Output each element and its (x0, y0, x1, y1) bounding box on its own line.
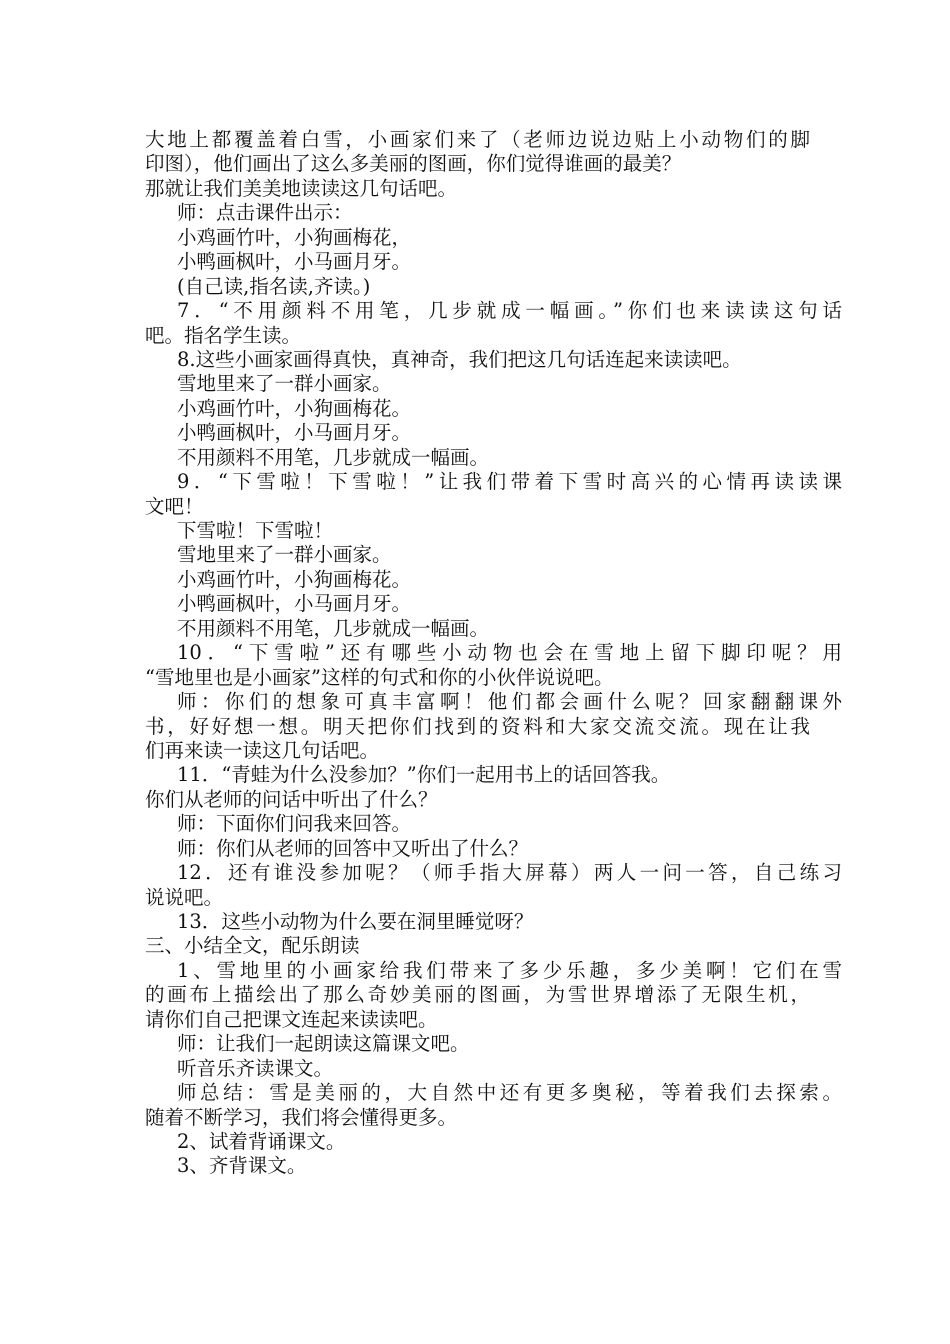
text-line: 1、雪地里的小画家给我们带来了多少乐趣，多少美啊！它们在雪 (177, 958, 842, 982)
text-line: 12．还有谁没参加呢？（师手指大屏幕）两人一问一答，自己练习 (177, 861, 842, 885)
text-line: 8.这些小画家画得真快，真神奇，我们把这几句话连起来读读吧。 (177, 347, 742, 371)
text-line: 小鸡画竹叶，小狗画梅花。 (177, 567, 412, 591)
text-line: 随着不断学习，我们将会懂得更多。 (145, 1105, 458, 1129)
text-line: 师：你们的想象可真丰富啊！他们都会画什么呢？回家翻翻课外 (177, 690, 842, 714)
text-line: 们再来读一读这几句话吧。 (145, 738, 380, 762)
text-line: 小鸭画枫叶，小马画月牙。 (177, 421, 412, 445)
text-line: 小鸡画竹叶，小狗画梅花， (177, 225, 412, 249)
text-line: 印图），他们画出了这么多美丽的图画，你们觉得谁画的最美？ (145, 152, 682, 176)
text-line: 书，好好想一想。明天把你们找到的资料和大家交流交流。现在让我 (145, 714, 810, 738)
text-line: 三、小结全文，配乐朗读 (145, 934, 360, 958)
text-line: 大地上都覆盖着白雪，小画家们来了（老师边说边贴上小动物们的脚 (145, 128, 810, 151)
text-line: 师：下面你们问我来回答。 (177, 812, 412, 836)
text-line: “雪地里也是小画家”这样的句式和你的小伙伴说说吧。 (145, 665, 614, 689)
text-line: 不用颜料不用笔，几步就成一幅画。 (177, 445, 490, 469)
text-line: 10．“下雪啦”还有哪些小动物也会在雪地上留下脚印呢？用 (177, 641, 842, 665)
text-line: 那就让我们美美地读读这几句话吧。 (145, 176, 458, 200)
text-line: 小鸭画枫叶，小马画月牙。 (177, 592, 412, 616)
text-line: 师总结：雪是美丽的，大自然中还有更多奥秘，等着我们去探索。 (177, 1081, 842, 1105)
text-line: 师：你们从老师的回答中又听出了什么？ (177, 836, 529, 860)
text-line: 11．“青蛙为什么没参加？”你们一起用书上的话回答我。 (177, 763, 671, 787)
text-line: 你们从老师的问话中听出了什么？ (145, 787, 438, 811)
text-line: 2、试着背诵课文。 (177, 1129, 346, 1153)
text-line: 文吧！ (145, 494, 204, 518)
text-line: (自己读,指名读,齐读。) (177, 274, 371, 298)
text-line: 雪地里来了一群小画家。 (177, 372, 392, 396)
document-body (145, 128, 842, 1179)
text-line: 雪地里来了一群小画家。 (177, 543, 392, 567)
text-line: 请你们自己把课文连起来读读吧。 (145, 1007, 438, 1031)
text-line: 7．“不用颜料不用笔，几步就成一幅画。”你们也来读读这句话 (177, 299, 842, 323)
text-line: 小鸭画枫叶，小马画月牙。 (177, 250, 412, 274)
text-line: 吧。指名学生读。 (145, 323, 302, 347)
text-line: 不用颜料不用笔，几步就成一幅画。 (177, 616, 490, 640)
text-line: 13．这些小动物为什么要在洞里睡觉呀？ (177, 910, 534, 933)
text-line: 师：点击课件出示： (177, 201, 353, 225)
text-line: 小鸡画竹叶，小狗画梅花。 (177, 396, 412, 420)
text-line: 9．“下雪啦！下雪啦！”让我们带着下雪时高兴的心情再读读课 (177, 470, 842, 494)
text-line: 的画布上描绘出了那么奇妙美丽的图画，为雪世界增添了无限生机， (145, 983, 810, 1007)
text-line: 下雪啦！下雪啦！ (177, 519, 334, 542)
text-line: 师：让我们一起朗读这篇课文吧。 (177, 1032, 470, 1056)
text-line: 3、齐背课文。 (177, 1154, 307, 1178)
text-line: 听音乐齐读课文。 (177, 1056, 334, 1080)
text-line: 说说吧。 (145, 885, 224, 909)
